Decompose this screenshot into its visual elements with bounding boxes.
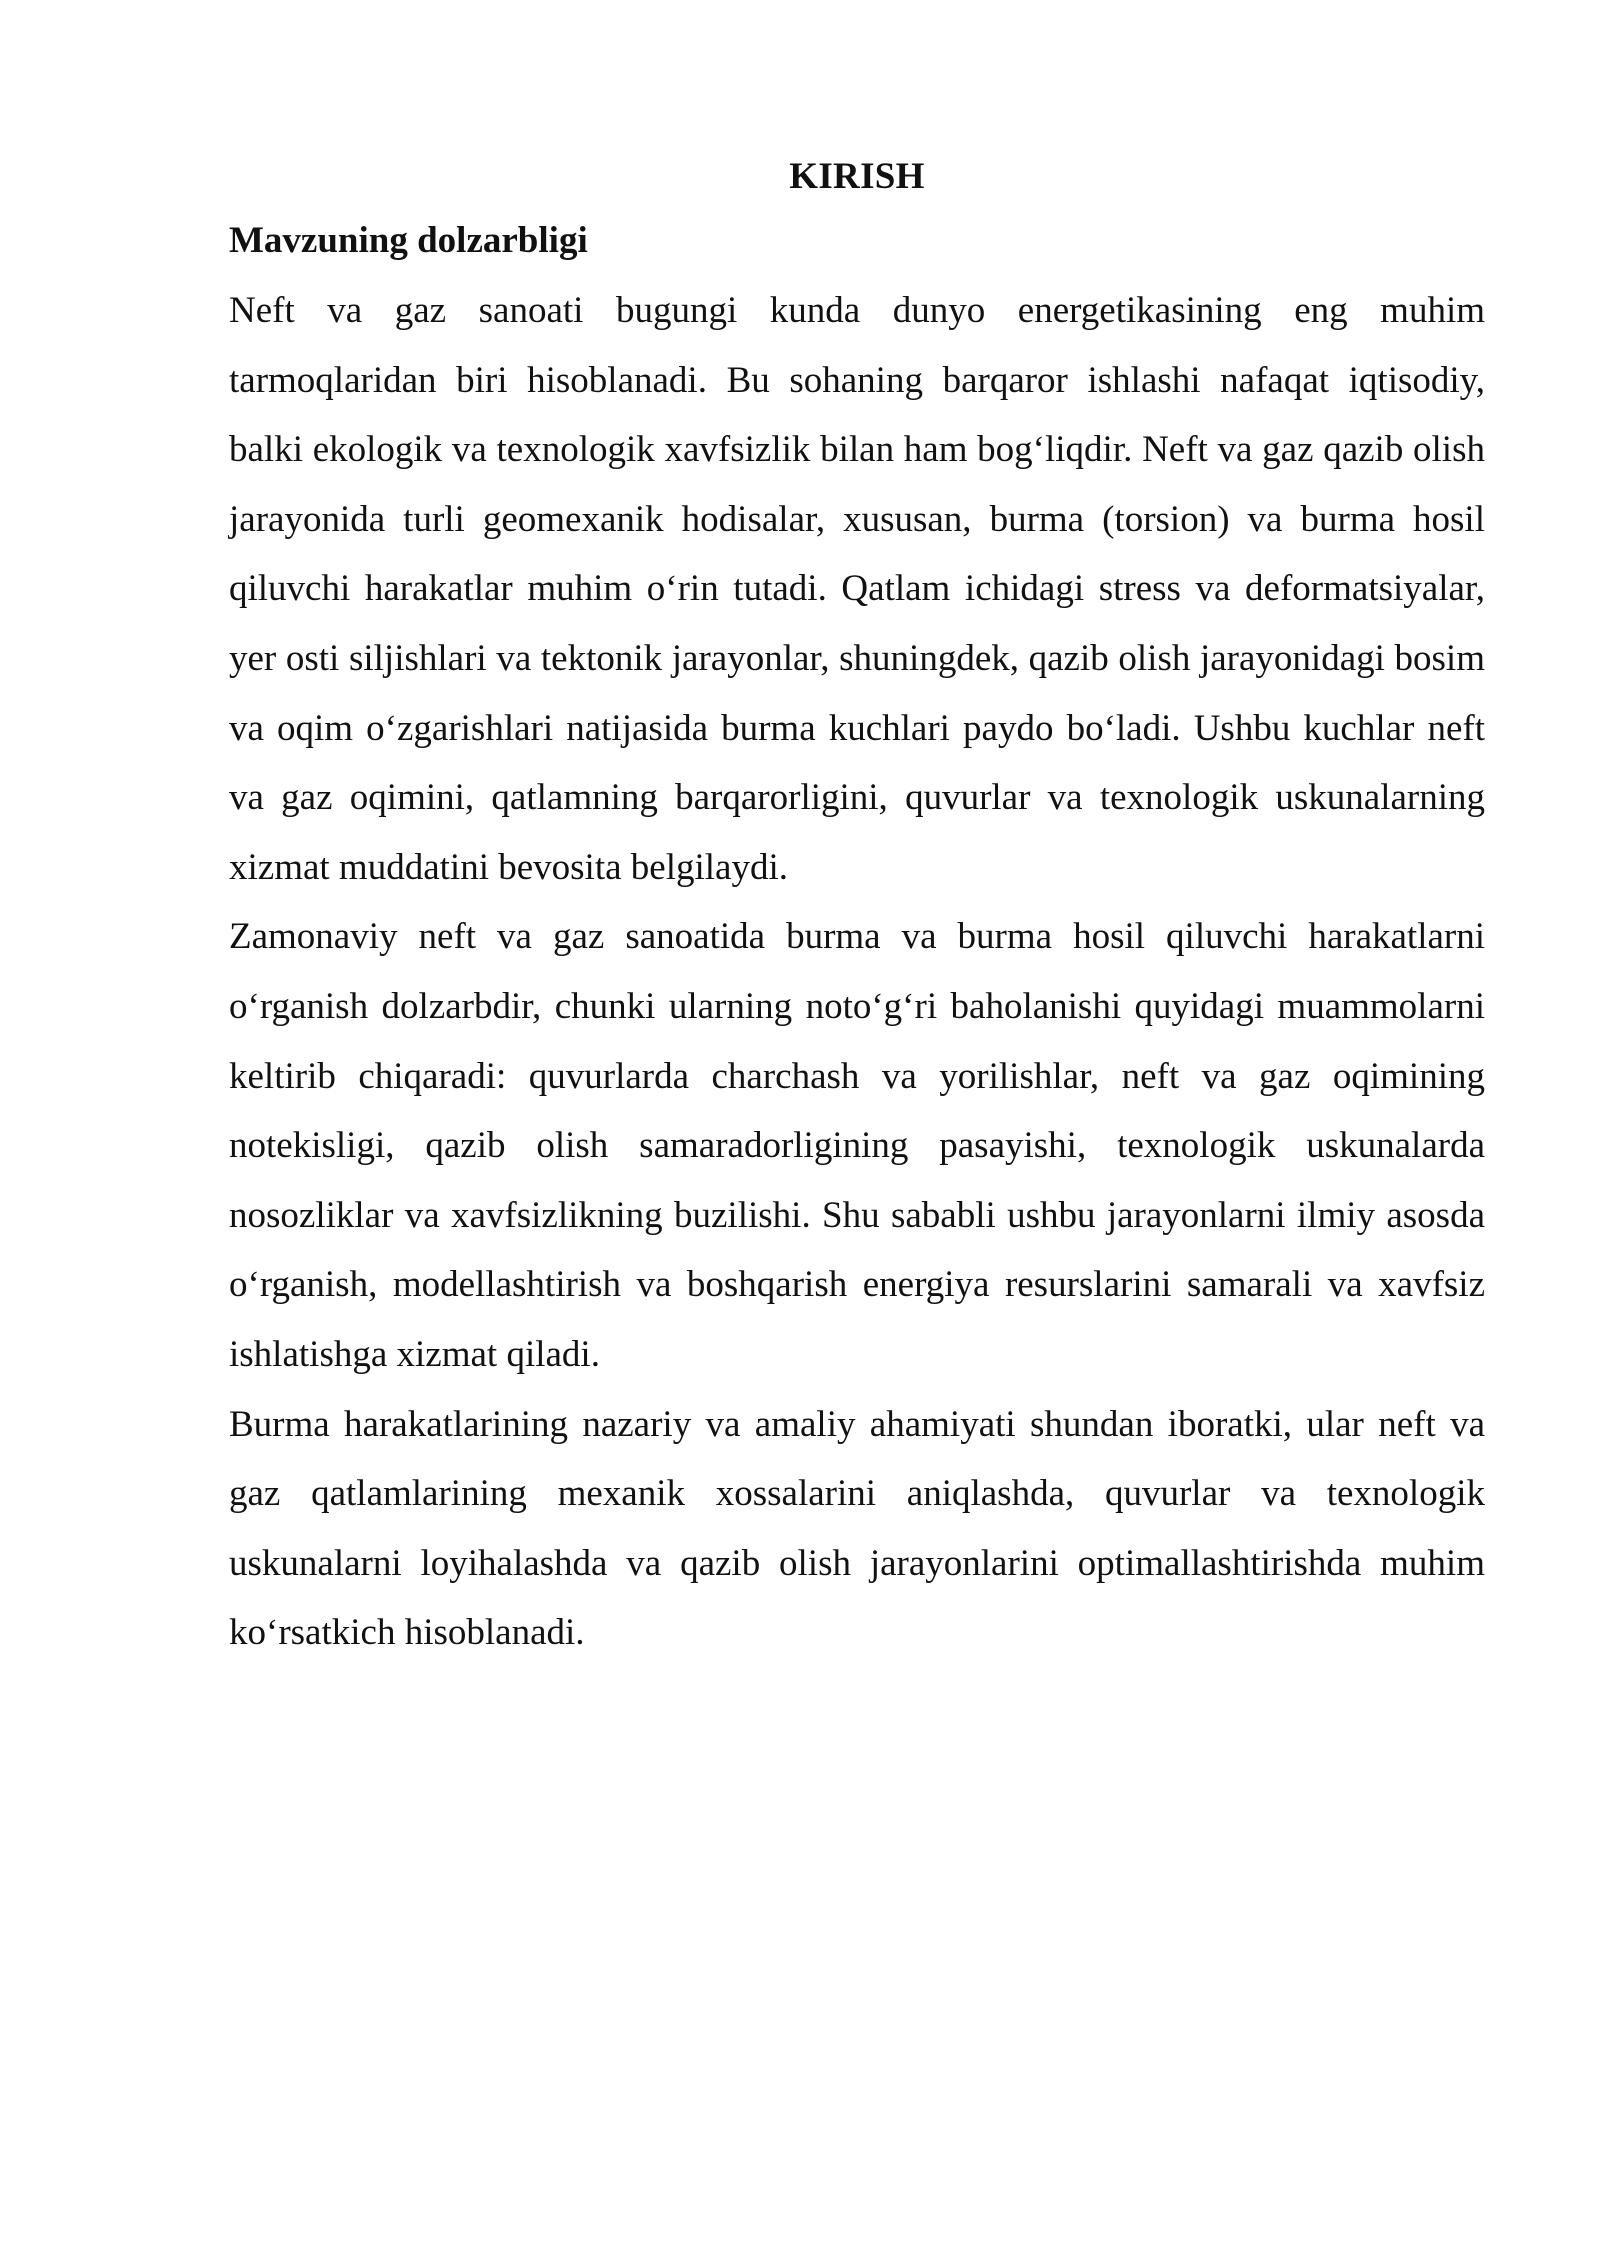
section-heading: Mavzuning dolzarbligi	[229, 220, 588, 261]
page-title: KIRISH	[789, 156, 925, 197]
paragraph-1: Neft va gaz sanoati bugungi kunda dunyo energetikasining eng muhim tarmoqlaridan biri hisoblanadi. Bu sohaning barqaror ishlashi nafaqat iqtisodiy, balki ekologik va texnologik xavfsizlik bilan ham bog‘liqdir. Neft va gaz qazib olish jarayonida turli geomexanik hodisalar, xususan, burma (torsion) va burma hosil qiluvchi harakatlar muhim o‘rin tutadi. Qatlam ichidagi stress va deformatsiyalar, yer osti siljishlari va tektonik jarayonlar, shuningdek, qazib olish jarayonidagi bosim va oqim o‘zgarishlari natijasida burma kuchlari paydo bo‘ladi. Ushbu kuchlar neft va gaz oqimini, qatlamning barqarorligini, quvurlar va texnologik uskunalarning xizmat muddatini bevosita belgilaydi.	[229, 290, 1485, 888]
paragraph-3: Burma harakatlarining nazariy va amaliy ahamiyati shundan iboratki, ular neft va gaz qatlamlarining mexanik xossalarini aniqlashda, quvurlar va texnologik uskunalarni loyihalashda va qazib olish jarayonlarini optimallashtirishda muhim ko‘rsatkich hisoblanadi.	[229, 1403, 1485, 1654]
page-content	[229, 148, 1485, 1668]
paragraph-2: Zamonaviy neft va gaz sanoatida burma va burma hosil qiluvchi harakatlarni o‘rganish dolzarbdir, chunki ularning noto‘g‘ri baholanishi quyidagi muammolarni keltirib chiqaradi: quvurlarda charchash va yorilishlar, neft va gaz oqimining notekisligi, qazib olish samaradorligining pasayishi, texnologik uskunalarda nosozliklar va xavfsizlikning buzilishi. Shu sababli ushbu jarayonlarni ilmiy asosda o‘rganish, modellashtirish va boshqarish energiya resurslarini samarali va xavfsiz ishlatishga xizmat qiladi.	[229, 916, 1485, 1375]
